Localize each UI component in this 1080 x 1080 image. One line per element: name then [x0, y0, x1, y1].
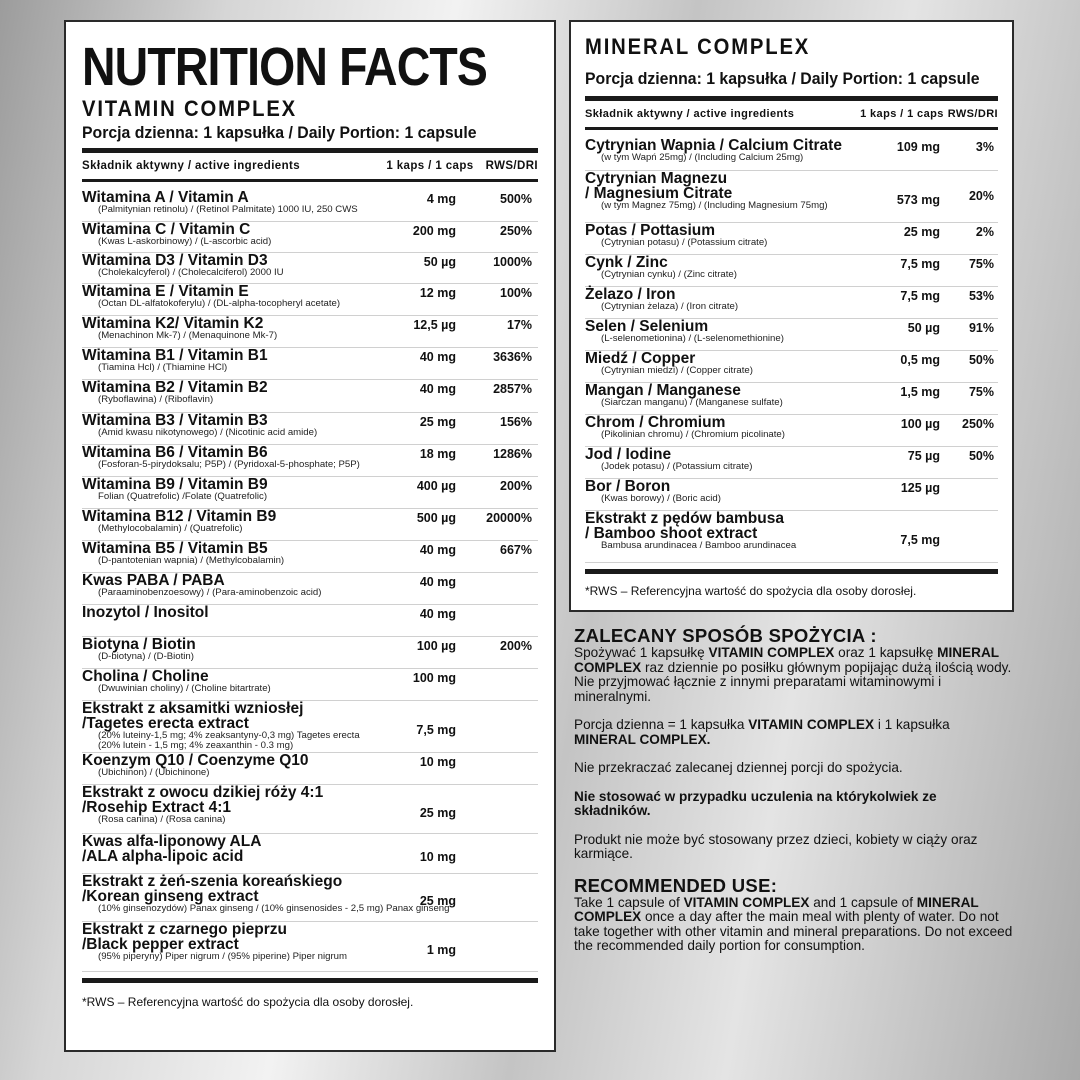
ingredient-source: (w tym Magnez 75mg) / (Including Magnesium 75mg): [601, 200, 828, 211]
ingredient-amount: 25 mg: [419, 894, 456, 908]
ingredient-row: [585, 415, 998, 447]
ingredient-row: [82, 445, 538, 477]
divider: [82, 978, 538, 983]
ingredient-source: (Kwas L-askorbinowy) / (L-ascorbic acid): [98, 236, 272, 247]
ingredient-amount: 573 mg: [896, 193, 940, 207]
usage-pl-paragraph-5: Produkt nie może być stosowany przez dzieci, kobiety w ciąży oraz karmiące.: [574, 831, 978, 861]
usage-title-pl: ZALECANY SPOSÓB SPOŻYCIA :: [574, 625, 877, 646]
ingredient-amount: 12 mg: [419, 286, 456, 300]
ingredient-dri: 3%: [975, 140, 994, 154]
ingredient-source: (Kwas borowy) / (Boric acid): [601, 493, 721, 504]
ingredient-name: Cynk / Zinc: [585, 254, 668, 271]
ingredient-name: Miedź / Copper: [585, 350, 696, 367]
mineral-portion: Porcja dzienna: 1 kapsułka / Daily Portion: 1 capsule: [585, 69, 980, 88]
vitamin-ingredient-list: [82, 190, 538, 972]
ingredient-name: Jod / Iodine: [585, 446, 672, 463]
ingredient-name: Bor / Boron: [585, 478, 671, 495]
ingredient-dri: 250%: [962, 417, 994, 431]
ingredient-amount: 7,5 mg: [900, 257, 940, 271]
ingredient-name: Ekstrakt z czarnego pieprzu: [82, 921, 288, 938]
ingredient-row: [82, 284, 538, 316]
ingredient-amount: 100 µg: [900, 417, 940, 431]
ingredient-name-line-2: / Bamboo shoot extract: [585, 525, 758, 542]
ingredient-dri: 53%: [968, 289, 994, 303]
ingredient-source: (95% piperyny) Piper nigrum / (95% piperine) Piper nigrum: [98, 951, 348, 962]
ingredient-name: Ekstrakt z owocu dzikiej róży 4:1: [82, 784, 324, 801]
ingredient-amount: 200 mg: [412, 224, 456, 238]
ingredient-dri: 2857%: [493, 382, 532, 396]
ingredient-source: (Cytrynian potasu) / (Potassium citrate): [601, 237, 768, 248]
ingredient-source: (Cytrynian żelaza) / (Iron citrate): [601, 301, 739, 312]
ingredient-amount: 18 mg: [419, 447, 456, 461]
ingredient-dri: 200%: [500, 639, 532, 653]
ingredient-source: (Cytrynian cynku) / (Zinc citrate): [601, 269, 737, 280]
ingredient-amount: 1,5 mg: [900, 385, 940, 399]
ingredient-source: Folian (Quatrefolic) /Folate (Quatrefolic): [98, 491, 268, 502]
mineral-complex-title: MINERAL COMPLEX: [585, 34, 811, 59]
ingredient-source: (Octan DL-alfatokoferylu) / (DL-alpha-tocopheryl acetate): [98, 298, 341, 309]
divider: [585, 569, 998, 574]
ingredient-source: (Menachinon Mk-7) / (Menaquinone Mk-7): [98, 330, 278, 341]
ingredient-name: Cholina / Choline: [82, 668, 209, 685]
header-ingredient: Składnik aktywny / active ingredients: [82, 160, 301, 172]
ingredient-amount: 50 µg: [907, 321, 940, 335]
ingredient-name: Kwas PABA / PABA: [82, 572, 225, 589]
ingredient-row: [82, 785, 538, 834]
ingredient-row: [82, 541, 538, 573]
ingredient-amount: 40 mg: [419, 350, 456, 364]
ingredient-row: [585, 223, 998, 255]
ingredient-amount: 50 µg: [423, 255, 456, 269]
header-dri: RWS/DRI: [947, 108, 998, 120]
ingredient-name: Koenzym Q10 / Coenzyme Q10: [82, 752, 309, 769]
ingredient-source: (Dwuwinian choliny) / (Choline bitartrate): [98, 683, 271, 694]
usage-pl-paragraph-3: Nie przekraczać zalecanej dziennej porcji do spożycia.: [574, 760, 903, 775]
header-amount: 1 kaps / 1 caps: [860, 108, 944, 120]
ingredient-source: (Tiamina Hcl) / (Thiamine HCl): [98, 362, 228, 373]
ingredient-source: (D-biotyna) / (D-Biotin): [98, 651, 194, 662]
ingredient-dri: 2%: [975, 225, 994, 239]
ingredient-name: Kwas alfa-liponowy ALA: [82, 833, 262, 850]
ingredient-name-line-2: /ALA alpha-lipoic acid: [82, 848, 244, 865]
ingredient-name-line-2: /Korean ginseng extract: [82, 888, 259, 905]
ingredient-name: Żelazo / Iron: [585, 286, 676, 303]
ingredient-row: [82, 348, 538, 380]
ingredient-row: [82, 605, 538, 637]
ingredient-source: (w tym Wapń 25mg) / (Including Calcium 25mg): [601, 152, 804, 163]
ingredient-name: Mangan / Manganese: [585, 382, 741, 399]
ingredient-row: [585, 171, 998, 223]
ingredient-name: Witamina C / Vitamin C: [82, 221, 251, 238]
ingredient-source: (Cholekalcyferol) / (Cholecalciferol) 2000 IU: [98, 267, 284, 278]
ingredient-name: Witamina B5 / Vitamin B5: [82, 540, 268, 557]
ingredient-name: Potas / Pottasium: [585, 222, 716, 239]
ingredient-row: [82, 874, 538, 922]
ingredient-name: Witamina B9 / Vitamin B9: [82, 476, 268, 493]
ingredient-dri: 100%: [500, 286, 532, 300]
ingredient-name-line-2: /Black pepper extract: [82, 936, 239, 953]
ingredient-dri: 667%: [500, 543, 532, 557]
ingredient-row: [585, 319, 998, 351]
divider: [585, 127, 998, 130]
ingredient-source: (20% luteiny-1,5 mg; 4% zeaksantyny-0,3 mg) Tagetes erecta: [98, 730, 360, 741]
ingredient-name: Ekstrakt z pędów bambusa: [585, 510, 784, 527]
ingredient-dri: 91%: [968, 321, 994, 335]
ingredient-row: [82, 834, 538, 874]
ingredient-name: Witamina A / Vitamin A: [82, 189, 249, 206]
ingredient-row: [82, 701, 538, 753]
usage-en-paragraph-1: Take 1 capsule of VITAMIN COMPLEX and 1 capsule of MINERAL COMPLEX once a day after the main meal with plenty of water. Do not take together with other vitamin and mineral preparations. Do not exceed the recommended daily portion for consumption.: [574, 894, 1013, 953]
ingredient-amount: 7,5 mg: [900, 533, 940, 547]
ingredient-row: [585, 447, 998, 479]
mineral-ingredient-list: [585, 138, 998, 563]
ingredient-dri: 20000%: [486, 511, 532, 525]
ingredient-amount: 7,5 mg: [416, 723, 456, 737]
ingredient-dri: 50%: [968, 449, 994, 463]
ingredient-amount: 100 µg: [416, 639, 456, 653]
ingredient-dri: 17%: [506, 318, 532, 332]
ingredient-name: Witamina E / Vitamin E: [82, 283, 249, 300]
ingredient-source: (Palmitynian retinolu) / (Retinol Palmitate) 1000 IU, 250 CWS: [98, 204, 358, 215]
ingredient-dri: 3636%: [493, 350, 532, 364]
usage-title-en: RECOMMENDED USE:: [574, 874, 778, 896]
ingredient-row: [82, 316, 538, 348]
ingredient-dri: 156%: [500, 415, 532, 429]
ingredient-amount: 40 mg: [419, 607, 456, 621]
ingredient-amount: 25 mg: [903, 225, 940, 239]
mineral-table-header: [585, 101, 998, 127]
vitamin-complex-panel: [64, 20, 556, 1052]
ingredient-amount: 40 mg: [419, 543, 456, 557]
usage-pl-paragraph-2: Porcja dzienna = 1 kapsułka VITAMIN COMPLEX i 1 kapsułka MINERAL COMPLEX.: [574, 717, 950, 747]
ingredient-dri: 20%: [968, 189, 994, 203]
ingredient-name: Witamina B1 / Vitamin B1: [82, 347, 268, 364]
ingredient-row: [82, 637, 538, 669]
ingredient-amount: 125 µg: [900, 481, 940, 495]
mineral-footnote: *RWS – Referencyjna wartość do spożycia dla osoby dorosłej.: [585, 584, 917, 598]
ingredient-source: (Cytrynian miedzi) / (Copper citrate): [601, 365, 753, 376]
ingredient-source: (Paraaminobenzoesowy) / (Para-aminobenzoic acid): [98, 587, 322, 598]
ingredient-dri: 250%: [500, 224, 532, 238]
ingredient-row: [82, 573, 538, 605]
header-dri: RWS/DRI: [485, 160, 538, 172]
ingredient-source: (Siarczan manganu) / (Manganese sulfate): [601, 397, 783, 408]
ingredient-dri: 500%: [500, 192, 532, 206]
ingredient-row: [82, 669, 538, 701]
header-ingredient: Składnik aktywny / active ingredients: [585, 108, 795, 120]
ingredient-name: Witamina B12 / Vitamin B9: [82, 508, 277, 525]
ingredient-name: Witamina D3 / Vitamin D3: [82, 252, 268, 269]
ingredient-dri: 200%: [500, 479, 532, 493]
ingredient-source: (D-pantotenian wapnia) / (Methylcobalamin): [98, 555, 285, 566]
ingredient-row: [82, 413, 538, 445]
ingredient-name-line-2: /Tagetes erecta extract: [82, 715, 249, 732]
ingredient-name: Witamina B6 / Vitamin B6: [82, 444, 268, 461]
ingredient-row: [585, 383, 998, 415]
mineral-complex-panel: [569, 20, 1014, 612]
ingredient-row: [585, 351, 998, 383]
ingredient-amount: 109 mg: [896, 140, 940, 154]
ingredient-source: (Ryboflawina) / (Riboflavin): [98, 394, 214, 405]
ingredient-name: Cytrynian Wapnia / Calcium Citrate: [585, 137, 842, 154]
ingredient-row: [82, 753, 538, 785]
ingredient-row: [82, 509, 538, 541]
ingredient-source: (Pikolinian chromu) / (Chromium picolinate): [601, 429, 785, 440]
ingredient-amount: 12,5 µg: [413, 318, 456, 332]
ingredient-row: [82, 477, 538, 509]
ingredient-amount: 7,5 mg: [900, 289, 940, 303]
ingredient-amount: 100 mg: [412, 671, 456, 685]
header-amount: 1 kaps / 1 caps: [386, 160, 474, 172]
ingredient-amount: 25 mg: [419, 415, 456, 429]
ingredient-name: Biotyna / Biotin: [82, 636, 196, 653]
vitamin-footnote: *RWS – Referencyjna wartość do spożycia dla osoby dorosłej.: [82, 995, 414, 1009]
vitamin-portion: Porcja dzienna: 1 kapsułka / Daily Portion: 1 capsule: [82, 123, 477, 142]
ingredient-row: [585, 255, 998, 287]
ingredient-source: (Rosa canina) / (Rosa canina): [98, 814, 226, 825]
ingredient-amount: 400 µg: [416, 479, 456, 493]
ingredient-source: Bambusa arundinacea / Bamboo arundinacea: [601, 540, 797, 551]
ingredient-source-line-2: (20% lutein - 1,5 mg; 4% zeaxanthin - 0.3 mg): [98, 740, 294, 751]
ingredient-name-line-2: / Magnesium Citrate: [585, 185, 733, 202]
ingredient-amount: 40 mg: [419, 382, 456, 396]
ingredient-name: Chrom / Chromium: [585, 414, 726, 431]
ingredient-name: Witamina K2/ Vitamin K2: [82, 315, 264, 332]
ingredient-name: Cytrynian Magnezu: [585, 170, 728, 187]
ingredient-amount: 10 mg: [419, 850, 456, 864]
ingredient-dri: 75%: [968, 385, 994, 399]
ingredient-row: [82, 253, 538, 284]
ingredient-row: [585, 511, 998, 563]
ingredient-amount: 4 mg: [426, 192, 456, 206]
ingredient-name: Selen / Selenium: [585, 318, 709, 335]
ingredient-name: Inozytol / Inositol: [82, 604, 209, 621]
ingredient-row: [82, 922, 538, 972]
ingredient-source: (Fosforan-5-pirydoksalu; P5P) / (Pyridoxal-5-phosphate; P5P): [98, 459, 360, 470]
ingredient-row: [82, 190, 538, 222]
ingredient-name: Ekstrakt z żeń-szenia koreańskiego: [82, 873, 343, 890]
divider: [82, 179, 538, 182]
ingredient-amount: 1 mg: [426, 943, 456, 957]
ingredient-source: (L-selenometionina) / (L-selenomethionine): [601, 333, 784, 344]
ingredient-amount: 10 mg: [419, 755, 456, 769]
ingredient-source: (Methylocobalamin) / (Quatrefolic): [98, 523, 243, 534]
ingredient-row: [82, 380, 538, 413]
ingredient-dri: 1000%: [493, 255, 532, 269]
ingredient-name: Witamina B2 / Vitamin B2: [82, 379, 268, 396]
ingredient-dri: 75%: [968, 257, 994, 271]
ingredient-source: (Amid kwasu nikotynowego) / (Nicotinic acid amide): [98, 427, 318, 438]
usage-pl-paragraph-4: Nie stosować w przypadku uczulenia na którykolwiek ze składników.: [574, 788, 937, 818]
ingredient-row: [585, 287, 998, 319]
ingredient-amount: 0,5 mg: [900, 353, 940, 367]
ingredient-amount: 40 mg: [419, 575, 456, 589]
vitamin-complex-title: VITAMIN COMPLEX: [82, 96, 298, 121]
ingredient-dri: 50%: [968, 353, 994, 367]
ingredient-name: Ekstrakt z aksamitki wzniosłej: [82, 700, 304, 717]
ingredient-amount: 25 mg: [419, 805, 456, 820]
ingredient-amount: 75 µg: [907, 449, 940, 463]
ingredient-source: (10% ginsenozydów) Panax ginseng / (10% ginsenosides - 2,5 mg) Panax ginseng: [98, 903, 450, 914]
vitamin-table-header: [82, 153, 538, 179]
ingredient-name: Witamina B3 / Vitamin B3: [82, 412, 268, 429]
ingredient-dri: 1286%: [493, 447, 532, 461]
usage-instructions: [574, 626, 1014, 954]
ingredient-row: [585, 479, 998, 511]
ingredient-name-line-2: /Rosehip Extract 4:1: [82, 799, 232, 816]
nutrition-facts-title: NUTRITION FACTS: [82, 37, 488, 97]
ingredient-row: [82, 222, 538, 253]
ingredient-source: (Ubichinon) / (Ubichinone): [98, 767, 210, 778]
ingredient-row: [585, 138, 998, 171]
usage-pl-paragraph-1: Spożywać 1 kapsułkę VITAMIN COMPLEX oraz 1 kapsułkę MINERAL COMPLEX raz dziennie po posiłku głównym popijając dużą ilością wody. Nie przyjmować łącznie z innymi preparatami witaminowymi i mineralnymi.: [574, 645, 1012, 704]
ingredient-source: (Jodek potasu) / (Potassium citrate): [601, 461, 753, 472]
ingredient-amount: 500 µg: [416, 511, 456, 525]
